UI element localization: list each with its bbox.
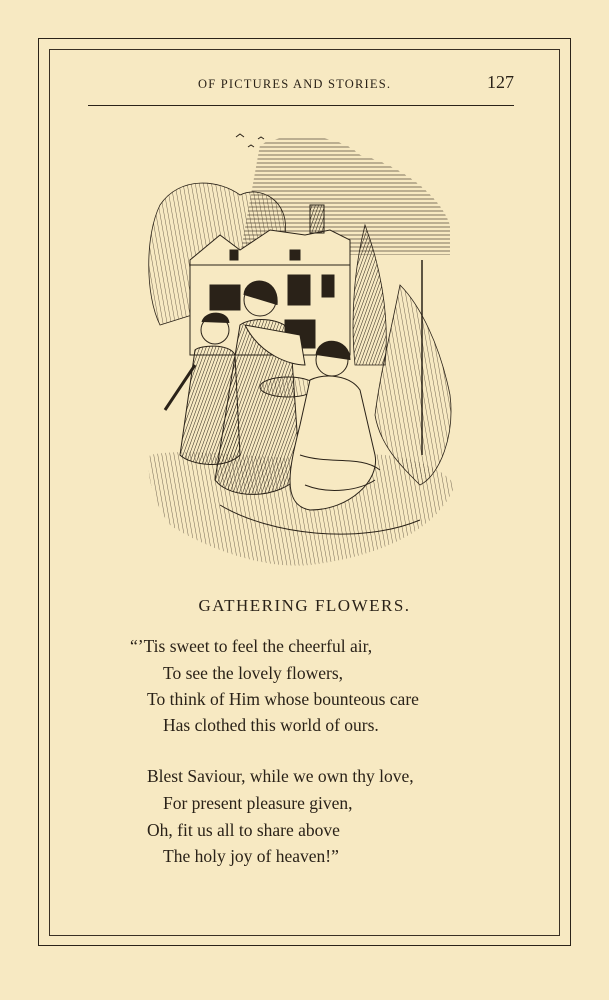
engraving-illustration [140,125,470,575]
poem-line: Oh, fit us all to share above [147,820,340,840]
poem-line: Has clothed this world of ours. [163,715,379,735]
poem-line: To see the lovely flowers, [163,663,344,683]
poem-line: The holy joy of heaven!” [163,846,339,866]
poem-line: “’Tis sweet to feel the cheerful air, [130,636,373,656]
poem-line: For present pleasure given, [163,793,353,813]
running-title: OF PICTURES AND STORIES. [198,77,392,91]
page-header [88,72,516,96]
birds [236,134,264,147]
poem-line: To think of Him whose bounteous care [147,689,419,709]
poem-title: GATHERING FLOWERS. [198,596,411,615]
poem-line: Blest Saviour, while we own thy love, [147,766,414,786]
seated-woman [290,341,380,510]
header-rule [88,105,514,106]
page-number: 127 [487,72,514,92]
